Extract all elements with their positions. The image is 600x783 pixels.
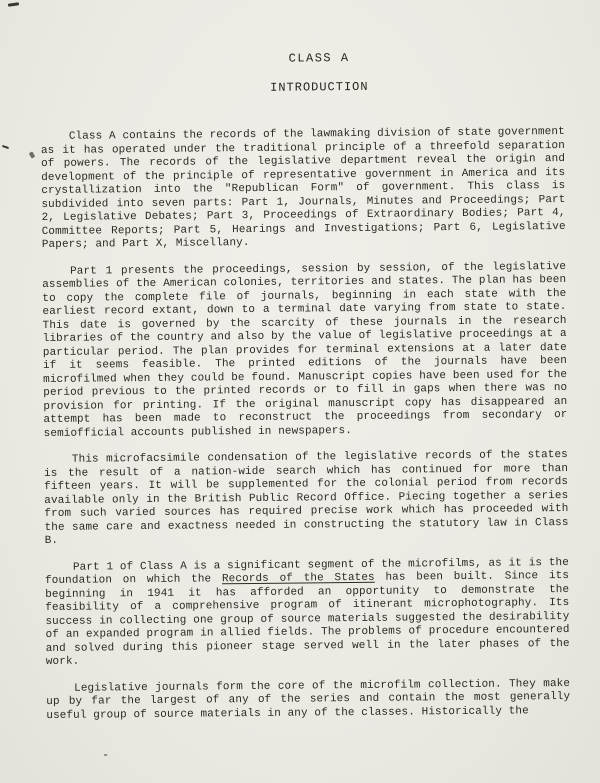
paragraph-5: Legislative journals form the core of the microfilm collection. They make up by far the largest of any of the series and contain the most generally useful group of source materials in any of the classes. Historically the	[46, 677, 571, 722]
page-subtitle: INTRODUCTION	[270, 79, 369, 95]
paragraph-2: Part 1 presents the proceedings, session by session, of the legislative assemblies of the American colonies, territories and states. The plan has been to copy the complete file of journals, beginning in each state with the earliest record extant, down to a terminal date varying from state to state. This date is governed by the scarcity of these journals in the research libraries of the country and also by the value of legislative proceedings at a particular period. The plan provides for terminal extensions at a later date if it seems feasible. The printed editions of the journals have been microfilmed when they could be found. Manuscript copies have been used for the period previous to the printed records or to fill in gaps when there was no provision for printing. If the original manuscript copy has disappeared an attempt has been made to reconstruct the proceedings from secondary or semiofficial accounts published in newspapers.	[42, 260, 568, 440]
paragraph-4-after: has been built. Since its beginning in 1941 it has afforded an opportunity to demonstrate the feasibility of a comprehensive program of itinerant microphotography. Its success in collecting one group of source materials suggested the desirability of an expanded program in allied fields. The problems of procedure encountered and solved during this pioneer stage served well in the later phases of the work.	[45, 569, 570, 668]
document-content	[40, 49, 571, 736]
footer-page-mark: -	[102, 748, 110, 762]
underlined-title-records-of-the-states: Records of the States	[221, 571, 375, 586]
paragraph-4	[45, 556, 570, 669]
scan-artifact-left-margin	[2, 145, 9, 149]
page-title: CLASS A	[288, 51, 350, 66]
scan-artifact-left-margin-2	[29, 151, 35, 158]
paragraph-1: Class A contains the records of the lawmaking division of state government as it has operated under the traditional principle of a threefold separation of powers. The records of the legislative department reveal the origin and development of the principle of representative government in America and its crystallization into the "Republican Form" of government. This class is subdivided into seven parts: Part 1, Journals, Minutes and Proceedings; Part 2, Legislative Debates; Part 3, Proceedings of Extraordinary Bodies; Part 4, Committee Reports; Part 5, Hearings and Investigations; Part 6, Legislative Papers; and Part X, Miscellany.	[40, 125, 566, 251]
paragraph-3: This microfacsimile condensation of the legislative records of the states is the result of a nation-wide search which has continued for more than fifteen years. It will be supplemented for the colonial period from records available only in the British Public Record Office. Piecing together a series from such varied sources has required precise work which has proceeded with the same care and exactness needed in constructing the statutory law in Class B.	[43, 448, 569, 547]
paragraph-4-before: Part 1 of Class A is a significant segment of the microfilms, as it is the foundation on which the	[45, 556, 569, 587]
scan-artifact-top-left	[8, 2, 19, 7]
